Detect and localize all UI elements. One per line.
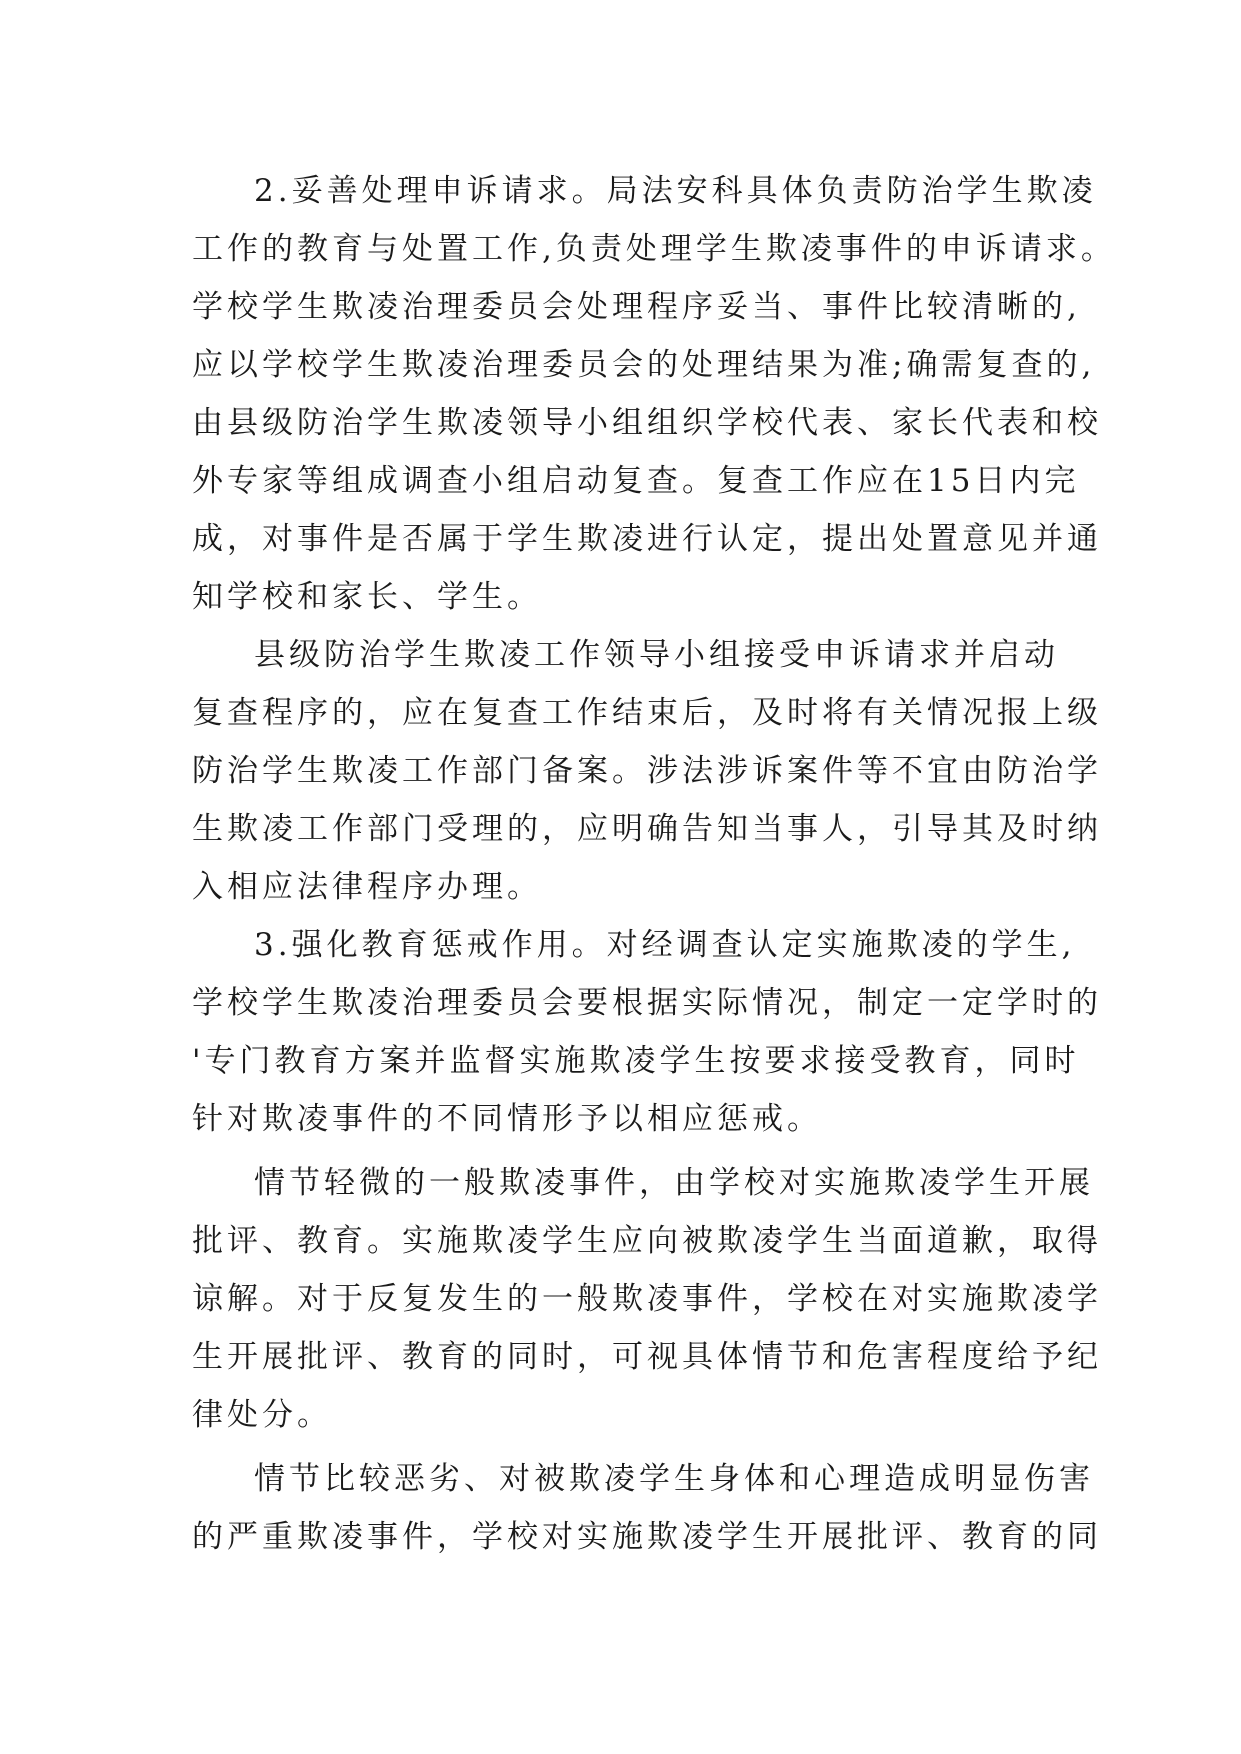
text-line: 2.妥善处理申诉请求。局法安科具体负责防治学生欺凌 bbox=[254, 173, 1097, 209]
text-line: '专门教育方案并监督实施欺凌学生按要求接受教育，同时 bbox=[192, 1043, 1080, 1079]
text-line: 复查程序的，应在复查工作结束后，及时将有关情况报上级 bbox=[192, 695, 1102, 731]
text-line: 县级防治学生欺凌工作领导小组接受申诉请求并启动 bbox=[254, 637, 1059, 673]
text-line: 3.强化教育惩戒作用。对经调查认定实施欺凌的学生, bbox=[254, 927, 1076, 963]
text-line: 批评、教育。实施欺凌学生应向被欺凌学生当面道歉，取得 bbox=[192, 1223, 1102, 1259]
paragraph-education-discipline bbox=[192, 916, 1102, 1148]
paragraph-serious-incidents bbox=[192, 1450, 1102, 1566]
text-line: 情节比较恶劣、对被欺凌学生身体和心理造成明显伤害 bbox=[254, 1461, 1094, 1497]
text-line: 由县级防治学生欺凌领导小组组织学校代表、家长代表和校 bbox=[192, 405, 1102, 441]
text-line: 入相应法律程序办理。 bbox=[192, 869, 542, 905]
text-line: 知学校和家长、学生。 bbox=[192, 579, 542, 615]
text-line: 学校学生欺凌治理委员会处理程序妥当、事件比较清晰的, bbox=[192, 289, 1081, 325]
text-line: 生开展批评、教育的同时，可视具体情节和危害程度给予纪 bbox=[192, 1339, 1102, 1375]
text-line: 生欺凌工作部门受理的，应明确告知当事人，引导其及时纳 bbox=[192, 811, 1102, 847]
paragraph-minor-incidents bbox=[192, 1154, 1102, 1444]
text-line: 律处分。 bbox=[192, 1397, 332, 1433]
text-line: 针对欺凌事件的不同情形予以相应惩戒。 bbox=[192, 1101, 822, 1137]
text-line: 工作的教育与处置工作,负责处理学生欺凌事件的申诉请求。 bbox=[192, 231, 1116, 267]
text-line: 成，对事件是否属于学生欺凌进行认定，提出处置意见并通 bbox=[192, 521, 1102, 557]
text-line: 外专家等组成调查小组启动复查。复查工作应在15日内完 bbox=[192, 463, 1080, 499]
paragraph-appeal-handling bbox=[192, 162, 1116, 626]
text-line: 学校学生欺凌治理委员会要根据实际情况，制定一定学时的 bbox=[192, 985, 1102, 1021]
text-line: 的严重欺凌事件，学校对实施欺凌学生开展批评、教育的同 bbox=[192, 1519, 1102, 1555]
paragraph-review-filing bbox=[192, 626, 1102, 916]
text-line: 情节轻微的一般欺凌事件，由学校对实施欺凌学生开展 bbox=[254, 1165, 1094, 1201]
text-line: 应以学校学生欺凌治理委员会的处理结果为准;确需复查的, bbox=[192, 347, 1096, 383]
text-line: 谅解。对于反复发生的一般欺凌事件，学校在对实施欺凌学 bbox=[192, 1281, 1102, 1317]
document-body bbox=[192, 162, 1116, 1566]
text-line: 防治学生欺凌工作部门备案。涉法涉诉案件等不宜由防治学 bbox=[192, 753, 1102, 789]
